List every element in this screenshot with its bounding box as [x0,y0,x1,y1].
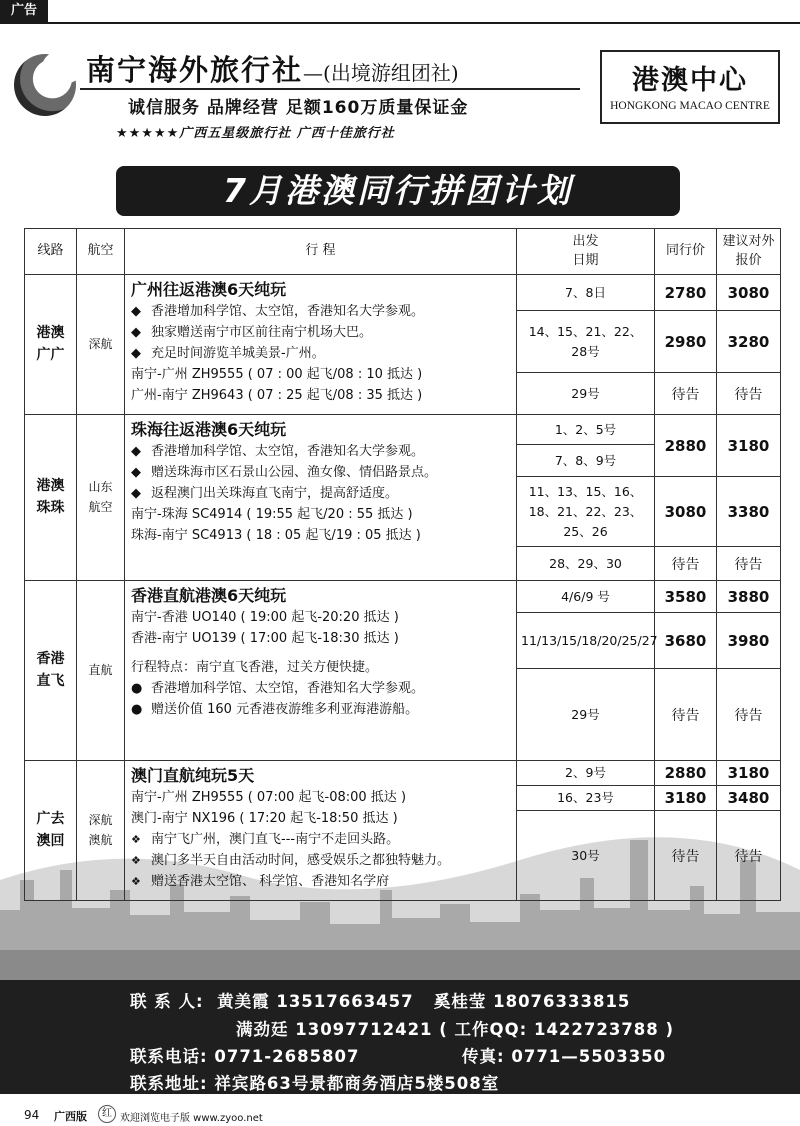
centre-subtitle: HONGKONG MACAO CENTRE [610,100,770,112]
departure-date: 28、29、30 [517,547,655,581]
itinerary-line: ● 香港增加科学馆、太空馆，香港知名大学参观。 [131,678,510,699]
airline-label: 山东 [88,480,113,495]
top-rule [0,22,800,24]
route-cell [25,275,77,415]
departure-date: 30号 [517,811,655,901]
contact-people-line [130,988,630,1012]
itinerary-line: ● 赠送价值 160 元香港夜游维多利亚海港游船。 [131,699,510,720]
route-label: 珠珠 [36,499,65,516]
route-label: 直飞 [36,672,65,689]
header-suggest-2: 报价 [735,252,762,268]
departure-date: 2、9号 [517,761,655,786]
suggested-price: 3080 [717,275,781,311]
itinerary-line: ◆ 充足时间游览羊城美景-广州。 [131,343,510,364]
edition-badge-icon: 红 [98,1105,116,1123]
itinerary-line: ❖ 南宁飞广州，澳门直飞---南宁不走回头路。 [131,829,510,850]
suggested-price: 待告 [717,669,781,761]
plan-banner: 7月港澳同行拼团计划 [116,166,680,216]
header-depart [517,229,655,275]
contact-address: 祥宾路63号景都商务酒店5楼508室 [214,1074,500,1093]
header-air: 航空 [77,229,125,275]
departure-date: 14、15、21、22、28号 [517,311,655,373]
airline-cell [77,415,125,581]
centre-box [600,50,780,124]
suggested-price: 待告 [717,547,781,581]
contact-fax: 0771—5503350 [511,1047,667,1066]
itinerary-line: 澳门-南宁 NX196 ( 17:20 起飞-18:50 抵达 ) [131,811,398,826]
suggested-price: 3980 [717,613,781,669]
header-depart-1: 出发 [572,234,599,250]
page-number: 94 [24,1108,40,1122]
airline-label: 深航 [88,336,113,351]
centre-title: 港澳中心 [632,65,748,96]
route-label: 广去 [36,810,65,827]
table-row [25,275,781,311]
airline-cell [77,581,125,761]
itinerary-line: ◆ 香港增加科学馆、太空馆，香港知名大学参观。 [131,441,510,462]
edition-label: 广西版 [54,1110,87,1123]
departure-date: 16、23号 [517,786,655,811]
route-cell [25,581,77,761]
peer-price: 2980 [655,311,717,373]
header-route: 线路 [25,229,77,275]
contact-panel [0,980,800,1094]
airline-cell [77,275,125,415]
suggested-price: 3880 [717,581,781,613]
table-header-row [25,229,781,275]
suggested-price: 3480 [717,786,781,811]
itinerary-line: ◆ 赠送珠海市区石景山公园、渔女像、情侣路景点。 [131,462,510,483]
departure-date: 7、8日 [517,275,655,311]
peer-price: 待告 [655,811,717,901]
contact-fax-line [462,1043,666,1067]
table-row [25,761,781,786]
agency-subtitle: —(出境游组团社) [303,61,459,85]
itinerary-line: ◆ 独家赠送南宁市区前往南宁机场大巴。 [131,322,510,343]
contact-address-label: 联系地址: [130,1074,208,1093]
header-depart-2: 日期 [572,252,599,268]
contact-fax-label: 传真: [462,1047,505,1066]
itinerary-line: ◆ 返程澳门出关珠海直飞南宁，提高舒适度。 [131,483,510,504]
table-row [25,581,781,613]
route-cell [25,761,77,901]
agency-slogan: 诚信服务 品牌经营 足额160万质量保证金 [128,98,469,118]
itinerary-cell [125,581,517,761]
peer-price: 待告 [655,547,717,581]
route-label: 澳回 [36,832,65,849]
route-label: 香港 [36,650,65,667]
itinerary-title: 珠海往返港澳6天纯玩 [131,420,287,439]
suggested-price: 3180 [717,415,781,477]
itinerary-cell [125,761,517,901]
header-itinerary: 行 程 [125,229,517,275]
contact-address-line [130,1070,499,1094]
departure-date: 1、2、5号 [517,415,655,445]
suggested-price: 3280 [717,311,781,373]
contact-phone: 0771-2685807 [214,1047,360,1066]
peer-price: 3180 [655,786,717,811]
itinerary-line: 南宁-香港 UO140 ( 19:00 起飞-20:20 抵达 ) [131,610,399,625]
header-peer-price: 同行价 [655,229,717,275]
itinerary-line: 珠海-南宁 SC4913 ( 18 : 05 起飞/19 : 05 抵达 ) [131,528,421,543]
itinerary-cell [125,275,517,415]
agency-name: 南宁海外旅行社 [86,53,304,87]
departure-date: 29号 [517,373,655,415]
route-label: 广广 [36,346,65,363]
itinerary-line: ❖ 赠送香港太空馆、 科学馆、香港知名学府 [131,871,510,892]
peer-price: 3580 [655,581,717,613]
itinerary-line: 香港-南宁 UO139 ( 17:00 起飞-18:30 抵达 ) [131,631,399,646]
header-suggest-1: 建议对外 [722,234,775,250]
airline-label: 航空 [88,499,113,514]
peer-price: 3080 [655,477,717,547]
itinerary-line: ◆ 香港增加科学馆、太空馆，香港知名大学参观。 [131,301,510,322]
itinerary-title: 广州往返港澳6天纯玩 [131,280,287,299]
suggested-price: 待告 [717,811,781,901]
route-cell [25,415,77,581]
table-row [25,415,781,445]
tour-plan-table [24,228,781,901]
peer-price: 2780 [655,275,717,311]
agency-rating: ★★★★★广西五星级旅行社 广西十佳旅行社 [116,126,395,141]
contact-people-label: 联 系 人: [130,992,204,1011]
departure-date: 11、13、15、16、18、21、22、23、25、26 [517,477,655,547]
departure-date: 4/6/9 号 [517,581,655,613]
itinerary-line [131,649,510,657]
itinerary-line: ❖ 澳门多半天自由活动时间，感受娱乐之都独特魅力。 [131,850,510,871]
itinerary-line: 南宁-珠海 SC4914 ( 19:55 起飞/20 : 55 抵达 ) [131,507,413,522]
route-label: 港澳 [36,477,65,494]
peer-price: 待告 [655,373,717,415]
contact-phone-line [130,1043,360,1067]
itinerary-line: 南宁-广州 ZH9555 ( 07:00 起飞-08:00 抵达 ) [131,790,407,805]
contact-person-3: 满劲廷 13097712421 ( 工作QQ: 1422723788 ) [236,1020,675,1039]
itinerary-title: 澳门直航纯玩5天 [131,766,255,785]
suggested-price: 3380 [717,477,781,547]
airline-label: 直航 [88,662,113,677]
suggested-price: 待告 [717,373,781,415]
airline-label: 深航 [88,813,113,828]
departure-date: 11/13/15/18/20/25/27 [517,613,655,669]
page-footer [0,1100,800,1126]
itinerary-line: 广州-南宁 ZH9643 ( 07 : 25 起飞/08 : 35 抵达 ) [131,388,423,403]
departure-date: 7、8、9号 [517,445,655,477]
peer-price: 2880 [655,761,717,786]
agency-logo-cutout [42,50,84,84]
itinerary-cell [125,415,517,581]
contact-person-1: 黄美霞 13517663457 [217,992,414,1011]
agency-rule [80,88,580,90]
footer-url: 欢迎浏览电子版 www.zyoo.net [120,1113,263,1124]
peer-price: 3680 [655,613,717,669]
airline-label: 澳航 [88,832,113,847]
departure-date: 29号 [517,669,655,761]
header-suggested-price [717,229,781,275]
itinerary-line: 行程特点：南宁直飞香港，过关方便快捷。 [131,660,379,675]
peer-price: 待告 [655,669,717,761]
airline-cell [77,761,125,901]
agency-name-line [86,48,459,89]
itinerary-title: 香港直航港澳6天纯玩 [131,586,287,605]
contact-phone-label: 联系电话: [130,1047,208,1066]
peer-price: 2880 [655,415,717,477]
route-label: 港澳 [36,324,65,341]
contact-person-2: 奚桂莹 18076333815 [433,992,631,1011]
itinerary-line: 南宁-广州 ZH9555 ( 07 : 00 起飞/08 : 10 抵达 ) [131,367,423,382]
suggested-price: 3180 [717,761,781,786]
ad-tag: 广告 [0,0,48,22]
